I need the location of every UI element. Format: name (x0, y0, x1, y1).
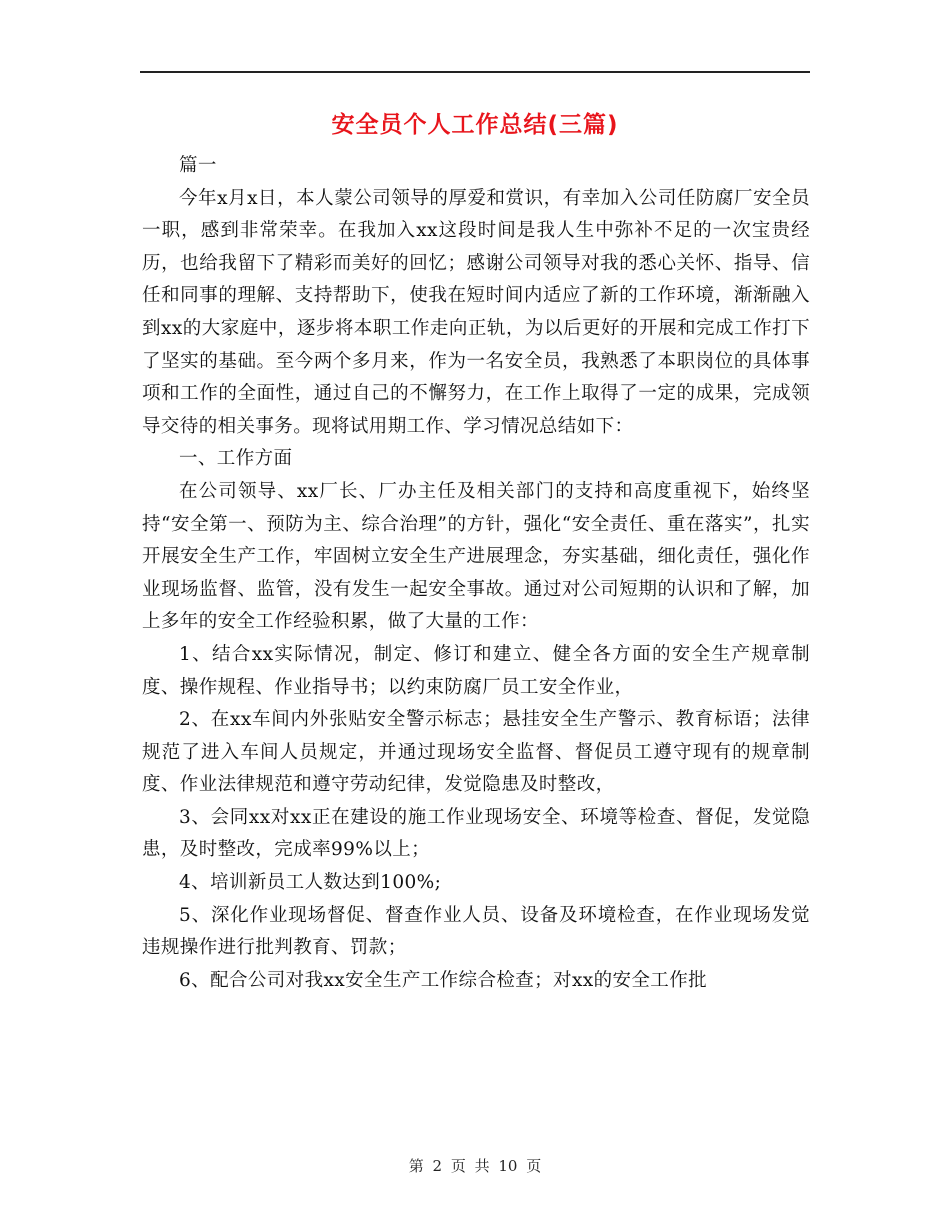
list-item-3: 3、会同xx对xx正在建设的施工作业现场安全、环境等检查、督促，发觉隐患，及时整改，完成率99%以上； (142, 806, 810, 861)
list-item-2: 2、在xx车间内外张贴安全警示标志；悬挂安全生产警示、教育标语；法律规范了进入车间人员规定，并通过现场安全监督、督促员工遵守现有的规章制度、作业法律规范和遵守劳动纪律，发觉隐患及时整改， (142, 709, 810, 796)
section-heading-part-one: 篇一 (179, 155, 217, 176)
document-title: 安全员个人工作总结(三篇) (331, 112, 619, 138)
list-item-4: 4、培训新员工人数达到100%; (179, 872, 442, 894)
list-item-6: 6、配合公司对我xx安全生产工作综合检查；对xx的安全工作批 (179, 969, 708, 991)
list-item-1: 1、结合xx实际情况，制定、修订和建立、健全各方面的安全生产规章制度、操作规程、作业指导书；以约束防腐厂员工安全作业， (142, 643, 810, 698)
page-number-footer: 第 2 页 共 10 页 (408, 1157, 542, 1175)
document-body (142, 150, 810, 997)
paragraph-work-summary: 在公司领导、xx厂长、厂办主任及相关部门的支持和高度重视下，始终坚持“安全第一、预防为主、综合治理”的方针，强化“安全责任、重在落实”，扎实开展安全生产工作，牢固树立安全生产进展理念，夯实基础，细化责任，强化作业现场监督、监管，没有发生一起安全事故。通过对公司短期的认识和了解，加上多年的安全工作经验积累，做了大量的工作： (142, 480, 810, 633)
header-rule (140, 71, 810, 73)
section-heading-work: 一、工作方面 (179, 448, 293, 470)
paragraph-intro: 今年x月x日，本人蒙公司领导的厚爱和赏识，有幸加入公司任防腐厂安全员一职，感到非常荣幸。在我加入xx这段时间是我人生中弥补不足的一次宝贵经历，也给我留下了精彩而美好的回忆；感谢公司领导对我的悉心关怀、指导、信任和同事的理解、支持帮助下，使我在短时间内适应了新的工作环境，渐渐融入到xx的大家庭中，逐步将本职工作走向正轨，为以后更好的开展和完成工作打下了坚实的基础。至今两个多月来，作为一名安全员，我熟悉了本职岗位的具体事项和工作的全面性，通过自己的不懈努力，在工作上取得了一定的成果，完成领导交待的相关事务。现将试用期工作、学习情况总结如下： (142, 187, 810, 437)
list-item-5: 5、深化作业现场督促、督查作业人员、设备及环境检查，在作业现场发觉违规操作进行批判教育、罚款； (142, 904, 810, 959)
